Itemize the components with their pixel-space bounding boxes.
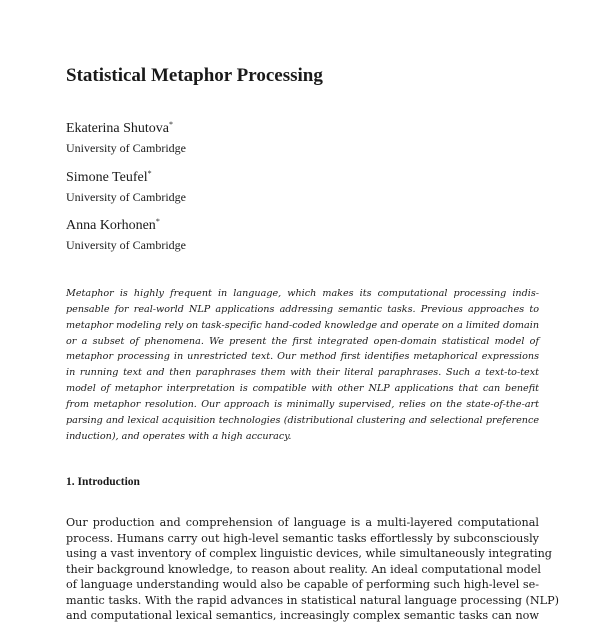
author-block — [66, 121, 186, 156]
body-line: of language understanding would also be capable of performing such high-level se- — [66, 578, 539, 591]
author-affiliation: University of Cambridge — [66, 190, 186, 204]
body-line: mantic tasks. With the rapid advances in statistical natural language processing (NLP) — [66, 593, 559, 607]
author-affiliation: University of Cambridge — [66, 141, 186, 155]
section-heading: 1. Introduction — [66, 476, 140, 488]
author-affiliation: University of Cambridge — [66, 238, 186, 252]
introduction-text — [66, 515, 559, 624]
author-footnote-mark: * — [155, 217, 160, 226]
author-name: Simone Teufel* — [66, 169, 152, 185]
abstract-line: metaphor modeling rely on task-specific hand-coded knowledge and operate on a limited domain — [66, 319, 539, 331]
body-line: process. Humans carry out high-level semantic tasks effortlessly by subconsciously — [66, 531, 539, 545]
abstract — [66, 286, 539, 444]
abstract-line: pensable for real-world NLP applications addressing semantic tasks. Previous approaches to — [66, 303, 539, 315]
abstract-line: model of metaphor interpretation is compatible with other NLP applications that can benefit — [66, 383, 539, 395]
author-footnote-mark: * — [147, 169, 152, 178]
abstract-line: induction), and operates with a high accuracy. — [66, 430, 292, 442]
abstract-line: in running text and then paraphrases them with their literal paraphrases. Such a text-to-text — [66, 367, 539, 379]
body-line: Our production and comprehension of language is a multi-layered computational — [66, 516, 539, 529]
body-line: their background knowledge, to reason about reality. An ideal computational model — [66, 562, 541, 576]
abstract-line: Metaphor is highly frequent in language, which makes its computational processing indis- — [66, 288, 539, 299]
author-block — [66, 170, 186, 205]
abstract-line: metaphor processing in unrestricted text. Our method first identifies metaphorical expressions — [66, 351, 539, 363]
abstract-line: from metaphor resolution. Our approach is minimally supervised, relies on the state-of-the-art — [66, 398, 539, 410]
body-line: using a vast inventory of complex linguistic devices, while simultaneously integrating — [66, 547, 552, 560]
paper-title: Statistical Metaphor Processing — [66, 65, 323, 86]
body-line: and computational lexical semantics, increasingly complex semantic tasks can now — [66, 609, 539, 622]
author-footnote-mark: * — [169, 120, 174, 129]
abstract-line: parsing and lexical acquisition technologies (distributional clustering and selectional preference — [66, 414, 539, 426]
author-name: Anna Korhonen* — [66, 217, 160, 233]
author-name: Ekaterina Shutova* — [66, 120, 174, 136]
author-block — [66, 218, 186, 253]
abstract-line: or a subset of phenomena. We present the first integrated open-domain statistical model of — [66, 335, 539, 347]
